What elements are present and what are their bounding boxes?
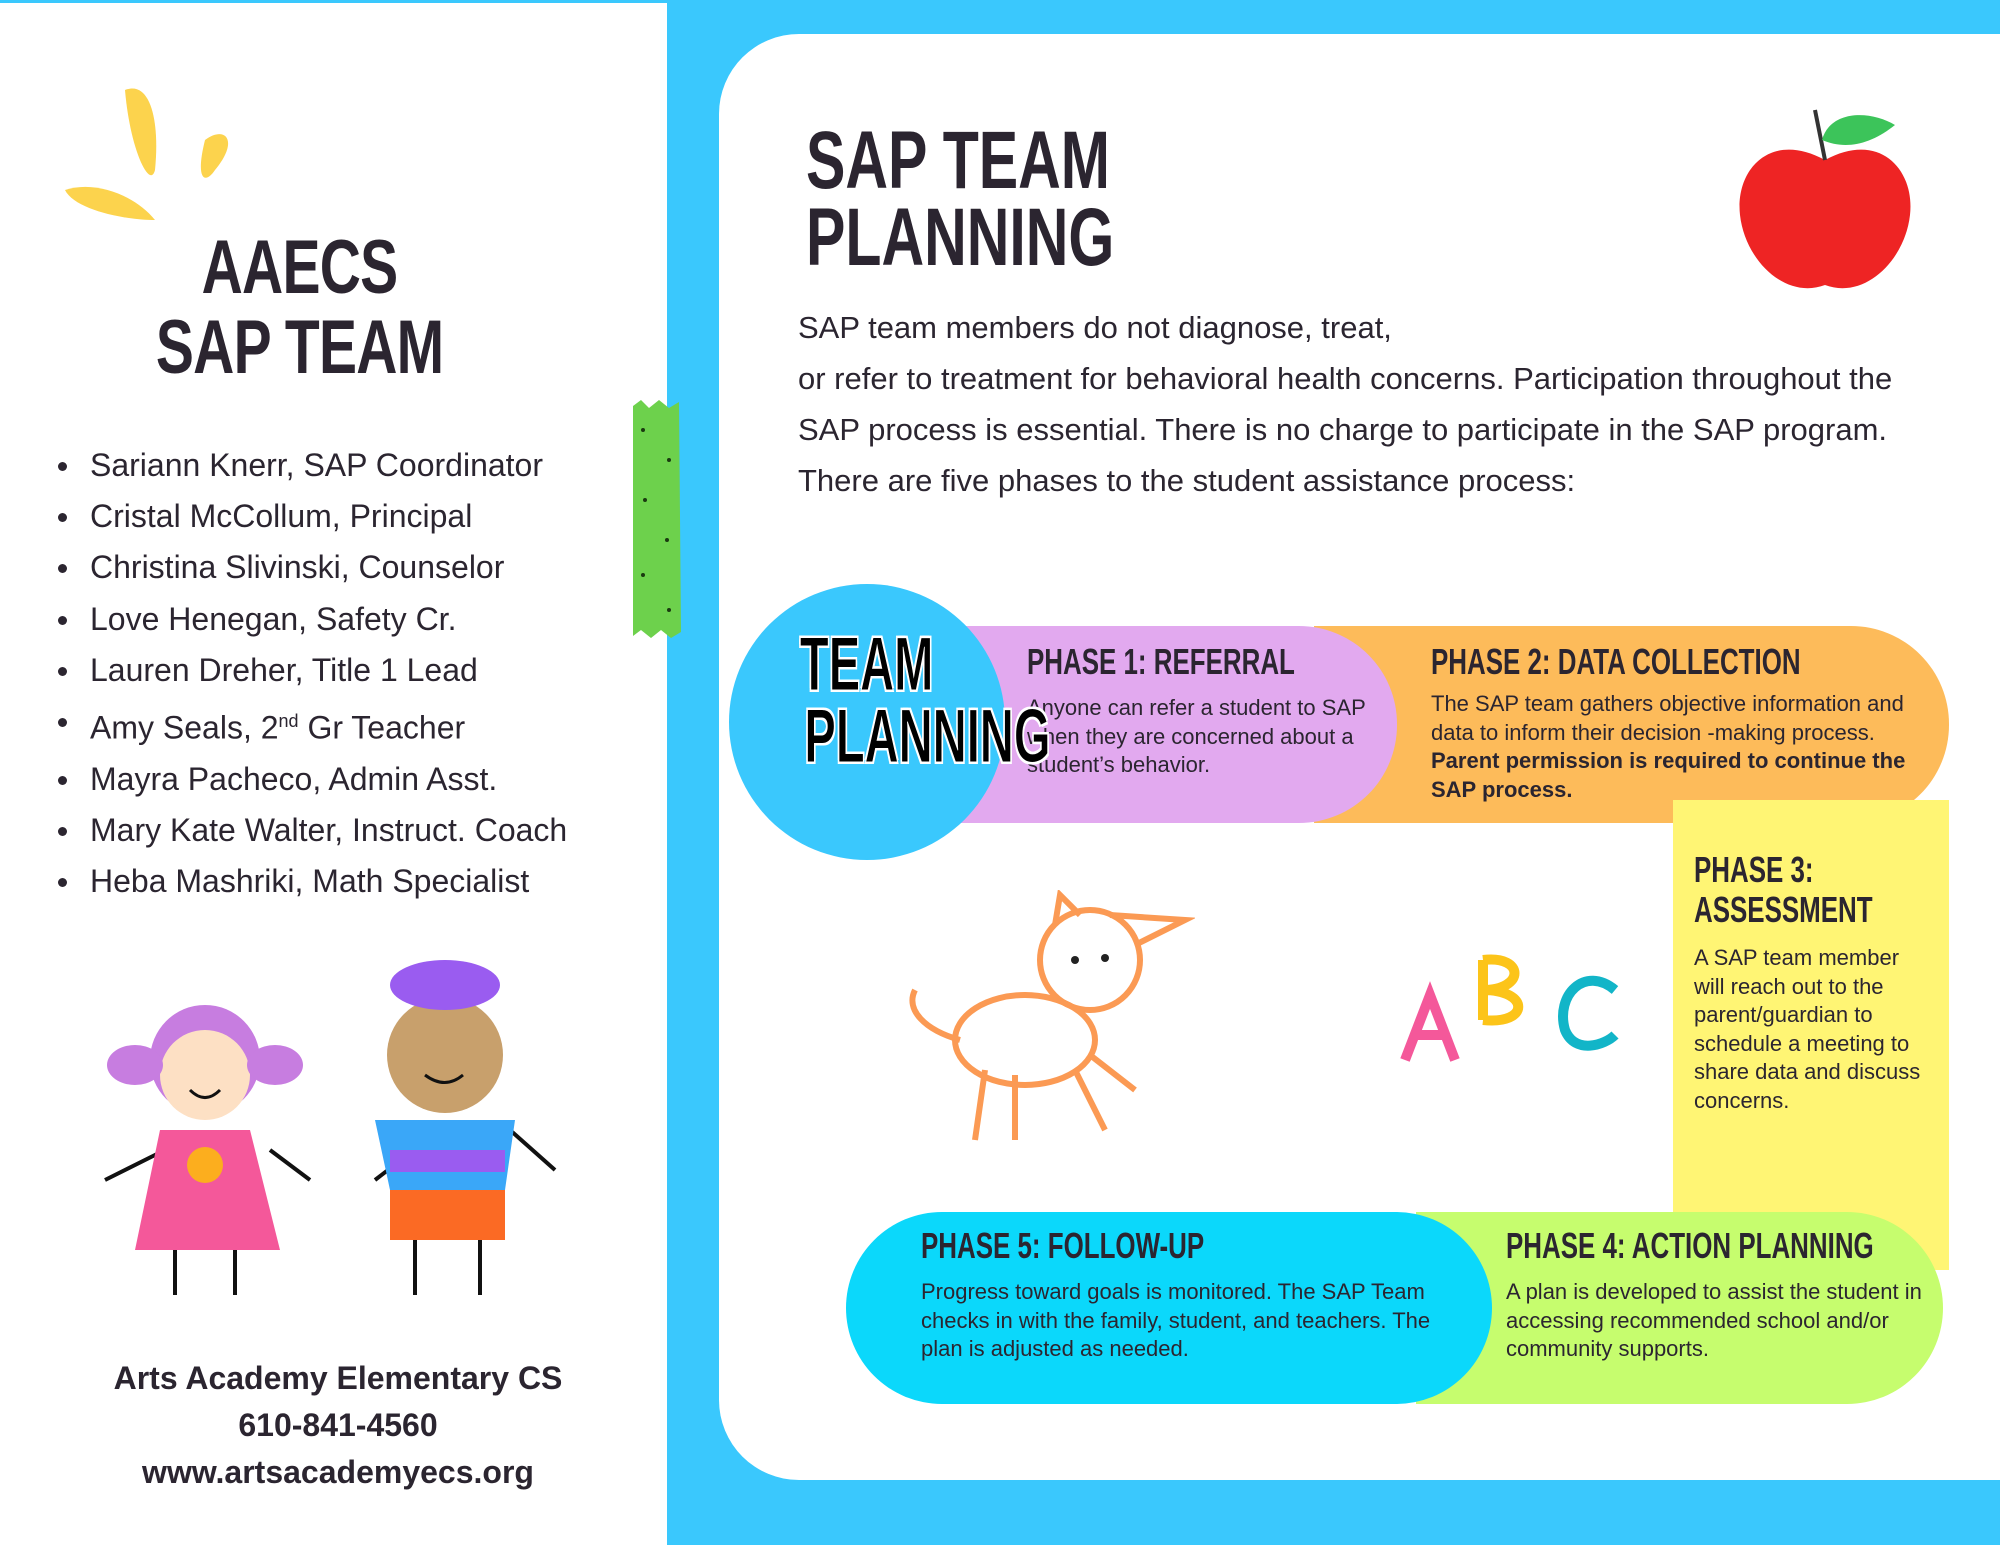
left-title: [0, 225, 600, 390]
phase-body: [1431, 690, 1921, 804]
phase-title: PHASE 3:: [1694, 849, 1814, 890]
tape-decoration-icon: [631, 400, 683, 638]
school-website: www.artsacademyecs.org: [142, 1454, 534, 1490]
title-line1: SAP TEAM: [806, 115, 1110, 206]
member-text: Gr Teacher: [298, 709, 466, 746]
phase-3: [1694, 850, 1934, 1115]
team-member-list: [58, 440, 567, 907]
school-name: Arts Academy Elementary CS: [113, 1360, 563, 1396]
list-item: Mary Kate Walter, Instruct. Coach: [58, 805, 567, 856]
school-phone: 610-841-4560: [238, 1407, 438, 1443]
phase-body: Anyone can refer a student to SAP when they are concerned about a student’s behavior.: [1027, 695, 1366, 777]
phase-5: [921, 1226, 1441, 1364]
intro-line: SAP team members do not diagnose, treat,: [798, 310, 1392, 345]
splash-decoration-icon: [55, 80, 255, 230]
ordinal-suffix: nd: [278, 711, 299, 732]
school-contact: [0, 1355, 676, 1496]
phase-title: PHASE 1: REFERRAL: [1027, 641, 1295, 682]
phase-title: PHASE 2: DATA COLLECTION: [1431, 641, 1801, 682]
title-line2: PLANNING: [806, 192, 1115, 283]
phase-body: Progress toward goals is monitored. The SAP Team checks in with the family, student, and teachers. The plan is adjusted as needed.: [921, 1279, 1431, 1361]
cat-illustration-icon: [905, 890, 1195, 1150]
list-item: Cristal McCollum, Principal: [58, 491, 567, 542]
list-item: [58, 696, 567, 754]
page-title: [806, 115, 1115, 283]
list-item: Love Henegan, Safety Cr.: [58, 594, 567, 645]
phase-body: A plan is developed to assist the student in accessing recommended school and/or community supports.: [1506, 1279, 1922, 1361]
phase-4: [1506, 1226, 1926, 1364]
phase-title: ASSESSMENT: [1694, 889, 1873, 930]
list-item: Sariann Knerr, SAP Coordinator: [58, 440, 567, 491]
list-item: Heba Mashriki, Math Specialist: [58, 856, 567, 907]
list-item: Mayra Pacheco, Admin Asst.: [58, 754, 567, 805]
member-text: Amy Seals, 2: [90, 709, 279, 746]
children-illustration-icon: [95, 950, 575, 1320]
phase-body-bold: Parent permission is required to continue the SAP process.: [1431, 748, 1906, 802]
list-item: Christina Slivinski, Counselor: [58, 542, 567, 593]
abc-letters-icon: [1395, 945, 1635, 1075]
phase-body-text: The SAP team gathers objective information and data to inform their decision -making process.: [1431, 691, 1904, 745]
team-planning-circle: [729, 584, 1051, 860]
apple-icon: [1730, 100, 1920, 295]
circle-line2: PLANNING: [804, 694, 1051, 779]
intro-paragraph: [798, 302, 1918, 506]
phase-title: PHASE 5: FOLLOW-UP: [921, 1225, 1205, 1266]
phase-title: PHASE 4: ACTION PLANNING: [1506, 1225, 1874, 1266]
intro-text: or refer to treatment for behavioral health concerns. Participation throughout the SAP process is essential. There is no charge to participate in the SAP program. There are five phases to the student assistance process:: [798, 361, 1893, 498]
phase-2: [1431, 642, 1921, 804]
phase-body: A SAP team member will reach out to the parent/guardian to schedule a meeting to share data and discuss concerns.: [1694, 945, 1921, 1113]
circle-line1: TEAM: [800, 622, 934, 707]
left-title-line1: AAECS: [202, 225, 398, 310]
list-item: Lauren Dreher, Title 1 Lead: [58, 645, 567, 696]
phase-1: [1027, 642, 1372, 780]
left-title-line2: SAP TEAM: [156, 305, 444, 390]
